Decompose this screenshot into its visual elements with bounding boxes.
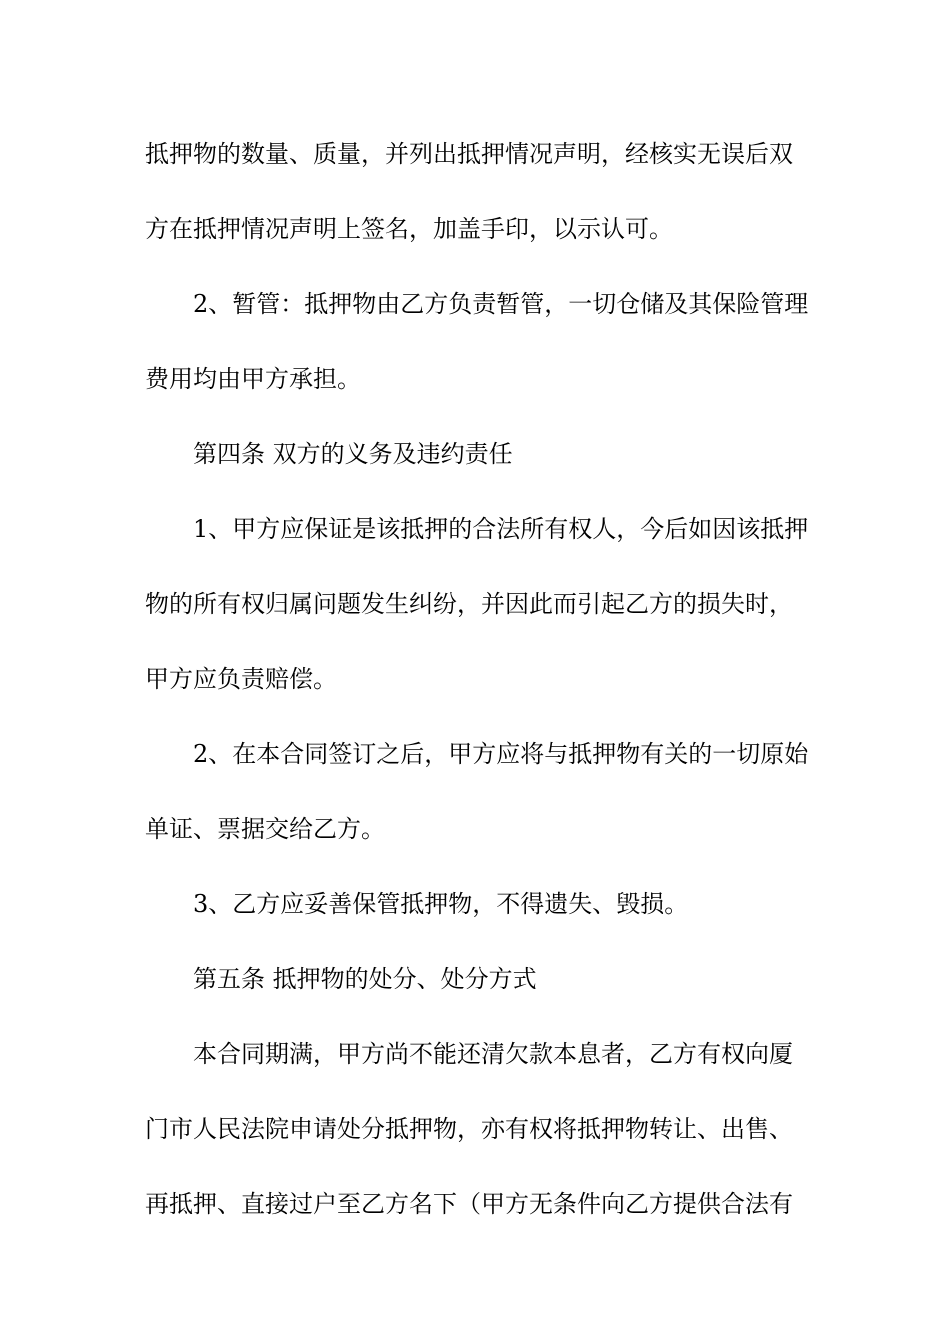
article-heading: 第四条 双方的义务及违约责任 — [193, 440, 513, 468]
paragraph-line: 费用均由甲方承担。 — [145, 365, 361, 393]
paragraph-line: 再抵押、直接过户至乙方名下（甲方无条件向乙方提供合法有 — [145, 1190, 793, 1218]
paragraph-line: 1、甲方应保证是该抵押的合法所有权人，今后如因该抵押 — [193, 515, 809, 543]
paragraph-line: 甲方应负责赔偿。 — [145, 665, 337, 693]
paragraph-line: 3、乙方应妥善保管抵押物，不得遗失、毁损。 — [193, 890, 689, 918]
article-heading: 第五条 抵押物的处分、处分方式 — [193, 965, 537, 993]
paragraph-line: 本合同期满，甲方尚不能还清欠款本息者，乙方有权向厦 — [193, 1040, 793, 1068]
paragraph-line: 方在抵押情况声明上签名，加盖手印，以示认可。 — [145, 215, 673, 243]
paragraph-line: 2、在本合同签订之后，甲方应将与抵押物有关的一切原始 — [193, 740, 809, 768]
paragraph-line: 2、暂管：抵押物由乙方负责暂管，一切仓储及其保险管理 — [193, 290, 809, 318]
paragraph-line: 门市人民法院申请处分抵押物，亦有权将抵押物转让、出售、 — [145, 1115, 793, 1143]
document-body — [145, 131, 811, 1256]
paragraph-line: 物的所有权归属问题发生纠纷，并因此而引起乙方的损失时， — [145, 590, 793, 618]
paragraph-line: 单证、票据交给乙方。 — [145, 815, 385, 843]
paragraph-line: 抵押物的数量、质量，并列出抵押情况声明，经核实无误后双 — [145, 140, 793, 168]
